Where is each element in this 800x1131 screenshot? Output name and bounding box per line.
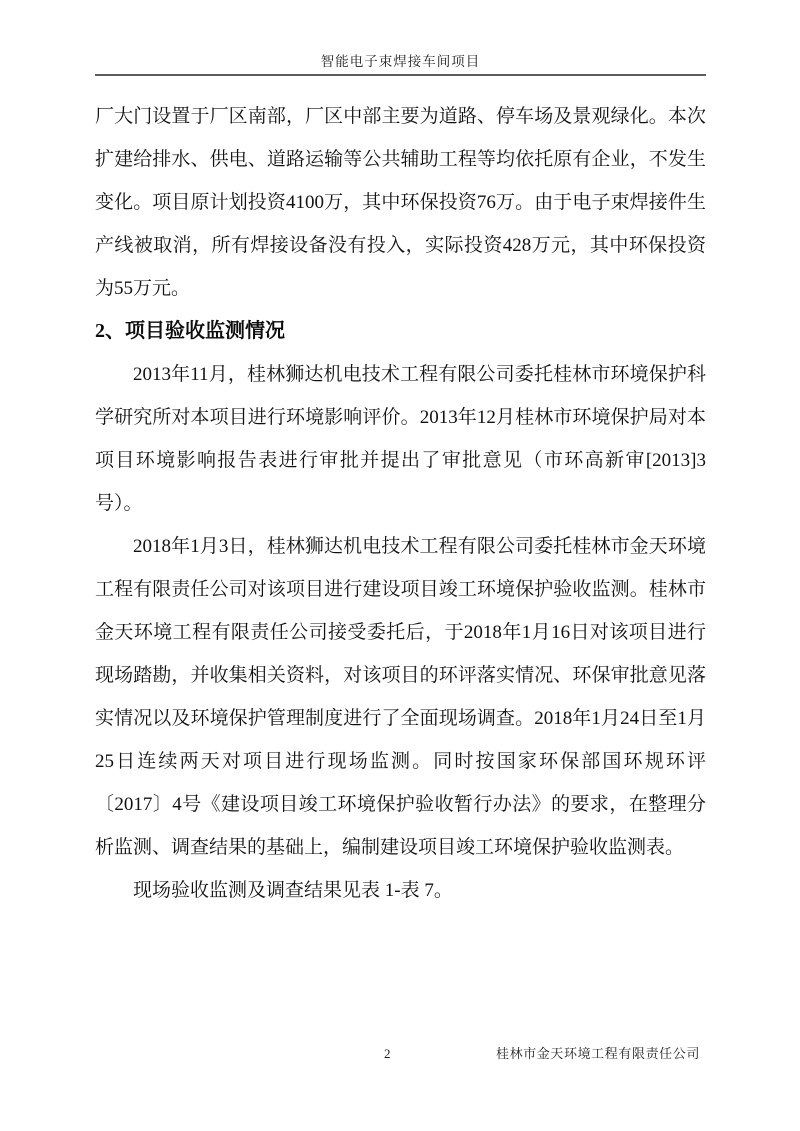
paragraph-results-reference: 现场验收监测及调查结果见表 1-表 7。: [133, 880, 453, 901]
footer-page-number: 2: [384, 1046, 391, 1061]
document-body: [95, 95, 706, 912]
paragraph-continuation: 厂大门设置于厂区南部，厂区中部主要为道路、停车场及景观绿化。本次扩建给排水、供电、道路运输等公共辅助工程等均依托原有企业，不发生变化。项目原计划投资4100万，其中环保投资76万。由于电子束焊接件生产线被取消，所有焊接设备没有投入，实际投资428万元，其中环保投资为55万元。: [95, 106, 706, 299]
page-header: [95, 53, 706, 71]
page-header-title: 智能电子束焊接车间项目: [320, 54, 481, 69]
header-rule: [95, 74, 706, 76]
paragraph-acceptance-monitoring: 2018年1月3日，桂林狮达机电技术工程有限公司委托桂林市金天环境工程有限责任公司对该项目进行建设项目竣工环境保护验收监测。桂林市金天环境工程有限责任公司接受委托后，于2018年1月16日对该项目进行现场踏勘，并收集相关资料，对该项目的环评落实情况、环保审批意见落实情况以及环境保护管理制度进行了全面现场调查。2018年1月24日至1月25日连续两天对项目进行现场监测。同时按国家环保部国环规环评〔2017〕4号《建设项目竣工环境保护验收暂行办法》的要求，在整理分析监测、调查结果的基础上，编制建设项目竣工环境保护验收监测表。: [95, 536, 706, 858]
paragraph-eia-history: 2013年11月，桂林狮达机电技术工程有限公司委托桂林市环境保护科学研究所对本项目进行环境影响评价。2013年12月桂林市环境保护局对本项目环境影响报告表进行审批并提出了审批意见（市环高新审[2013]3号）。: [95, 364, 706, 514]
footer-company-name: 桂林市金天环境工程有限责任公司: [495, 1046, 700, 1061]
page-footer: [95, 1043, 706, 1065]
section-heading: 2、项目验收监测情况: [95, 320, 285, 342]
